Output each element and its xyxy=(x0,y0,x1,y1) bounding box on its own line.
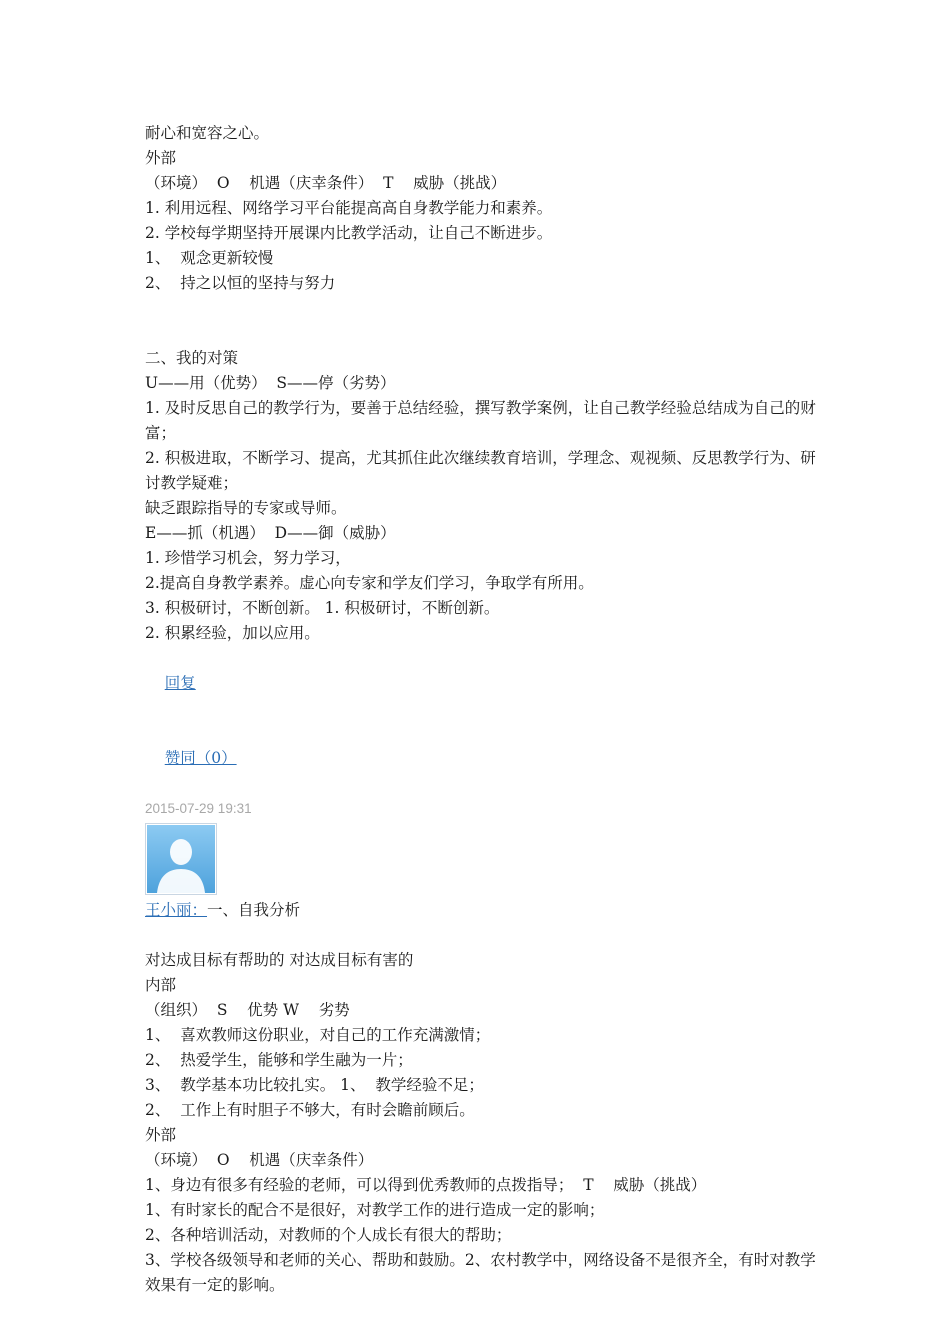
text-line: 1、 观念更新较慢 xyxy=(145,249,274,267)
text-line: 3、 教学基本功比较扎实。 1、 教学经验不足； xyxy=(145,1076,484,1094)
text-line: 3、学校各级领导和老师的关心、帮助和鼓励。2、农村教学中，网络设备不是很齐全，有时对教学效果有一定的影响。 xyxy=(145,1251,816,1294)
text-line: 内部 xyxy=(145,976,177,994)
document-content xyxy=(145,121,825,1298)
avatar[interactable] xyxy=(145,823,217,895)
default-user-avatar-icon xyxy=(147,825,215,893)
text-line: 外部 xyxy=(145,1126,177,1144)
text-line: 2、各种培训活动，对教师的个人成长有很大的帮助； xyxy=(145,1226,512,1244)
reply-link[interactable]: 回复 xyxy=(164,674,196,692)
strategy-section xyxy=(145,346,825,646)
comment-author-link[interactable]: 王小丽： xyxy=(145,901,208,919)
text-line: 外部 xyxy=(145,149,177,167)
text-line: （环境） O 机遇（庆幸条件） xyxy=(145,1151,374,1169)
paragraph-spacer xyxy=(145,923,825,948)
text-line: 1. 及时反思自己的教学行为，要善于总结经验，撰写教学案例，让自己教学经验总结成为自己的财富； xyxy=(145,399,816,442)
text-line: 耐心和宽容之心。 xyxy=(145,124,270,142)
text-line: （组织） S 优势 W 劣势 xyxy=(145,1001,350,1019)
top-section xyxy=(145,121,825,296)
reply-link-row xyxy=(145,646,825,721)
section-spacer xyxy=(145,296,825,346)
text-line: 1. 珍惜学习机会，努力学习， xyxy=(145,549,351,567)
like-link-row xyxy=(145,721,825,796)
text-line: 对达成目标有帮助的 对达成目标有害的 xyxy=(145,951,414,969)
text-line: 2、 工作上有时胆子不够大，有时会瞻前顾后。 xyxy=(145,1101,475,1119)
comment-heading: 一、自我分析 xyxy=(207,901,301,919)
comment-first-line xyxy=(145,898,825,923)
text-line: （环境） O 机遇（庆幸条件） T 威胁（挑战） xyxy=(145,174,507,192)
text-line: 3. 积极研讨，不断创新。 1. 积极研讨，不断创新。 xyxy=(145,599,500,617)
text-line: 1、有时家长的配合不是很好，对教学工作的进行造成一定的影响； xyxy=(145,1201,605,1219)
text-line: U——用（优势） S——停（劣势） xyxy=(145,374,396,392)
text-line: 缺乏跟踪指导的专家或导师。 xyxy=(145,499,347,517)
section-heading: 二、我的对策 xyxy=(145,349,239,367)
comment xyxy=(145,796,825,1298)
comment-timestamp: 2015-07-29 19:31 xyxy=(145,801,252,816)
text-line: 1、身边有很多有经验的老师，可以得到优秀教师的点拨指导； T 威胁（挑战） xyxy=(145,1176,707,1194)
text-line: 2、 持之以恒的坚持与努力 xyxy=(145,274,336,292)
text-line: 1. 利用远程、网络学习平台能提高高自身教学能力和素养。 xyxy=(145,199,553,217)
text-line: 2.提高自身教学素养。虚心向专家和学友们学习，争取学有所用。 xyxy=(145,574,594,592)
text-line: E——抓（机遇） D——御（威胁） xyxy=(145,524,396,542)
text-line: 2. 积极进取，不断学习、提高，尤其抓住此次继续教育培训，学理念、观视频、反思教学行为、研讨教学疑难； xyxy=(145,449,816,492)
text-line: 2. 学校每学期坚持开展课内比教学活动，让自己不断进步。 xyxy=(145,224,553,242)
text-line: 2、 热爱学生，能够和学生融为一片； xyxy=(145,1051,413,1069)
like-link[interactable]: 赞同（0） xyxy=(164,749,237,767)
text-line: 1、 喜欢教师这份职业，对自己的工作充满激情； xyxy=(145,1026,491,1044)
text-line: 2. 积累经验，加以应用。 xyxy=(145,624,320,642)
